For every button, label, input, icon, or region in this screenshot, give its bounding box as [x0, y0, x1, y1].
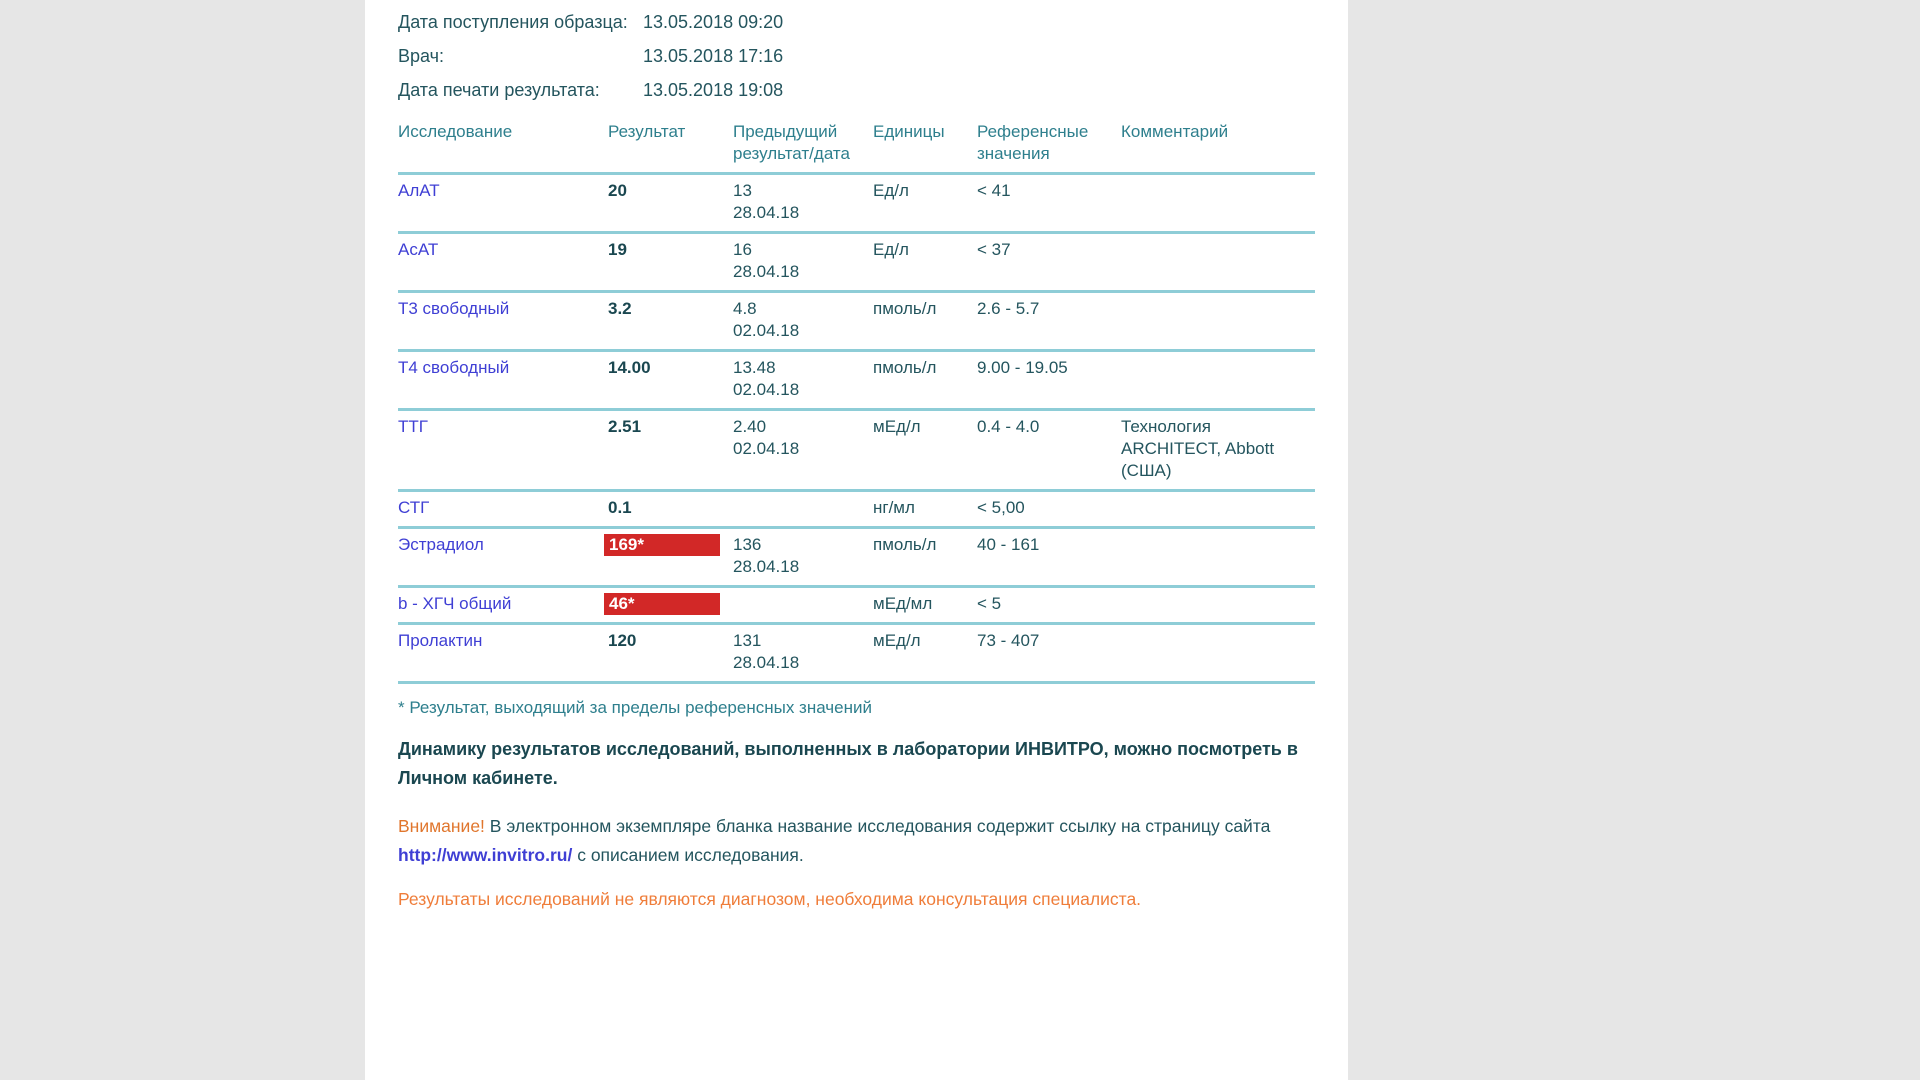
previous-date: 28.04.18	[733, 557, 800, 576]
dynamics-note: Динамику результатов исследований, выполненных в лаборатории ИНВИТРО, можно посмотреть в Личном кабинете.	[398, 739, 1298, 788]
reference-range: 73 - 407	[977, 631, 1040, 650]
column-header-reference: Референсные значения	[977, 122, 1089, 163]
result-value: 0.1	[608, 498, 632, 517]
lab-report-page	[365, 0, 1348, 1080]
previous-result	[733, 534, 873, 578]
previous-result	[733, 497, 873, 519]
out-of-range-footnote: * Результат, выходящий за пределы референсных значений	[398, 698, 872, 717]
test-name-link[interactable]: b - ХГЧ общий	[398, 594, 512, 613]
previous-date: 02.04.18	[733, 439, 800, 458]
meta-row-sample-date	[398, 5, 1315, 39]
comment: Технология ARCHITECT, Abbott (США)	[1121, 417, 1275, 480]
comment	[1121, 180, 1315, 224]
meta-value: 13.05.2018 17:16	[643, 46, 784, 66]
result-value: 3.2	[608, 299, 632, 318]
comment	[1121, 630, 1315, 674]
units: мЕд/мл	[873, 594, 933, 613]
result-value: 120	[608, 631, 637, 650]
previous-result	[733, 298, 873, 342]
comment	[1121, 298, 1315, 342]
result-value: 19	[608, 240, 627, 259]
units: пмоль/л	[873, 299, 937, 318]
previous-result	[733, 416, 873, 482]
units: пмоль/л	[873, 535, 937, 554]
comment	[1121, 534, 1315, 578]
previous-result	[733, 239, 873, 283]
units: мЕд/л	[873, 417, 921, 436]
column-header-result: Результат	[608, 122, 686, 141]
table-row	[398, 529, 1315, 588]
previous-value: 2.40	[733, 417, 767, 436]
reference-range: < 5	[977, 594, 1002, 613]
out-of-range-result-badge: 46*	[604, 593, 720, 615]
meta-row-doctor	[398, 39, 1315, 73]
table-row	[398, 234, 1315, 293]
reference-range: < 5,00	[977, 498, 1025, 517]
results-table	[398, 121, 1315, 684]
meta-label: Врач:	[398, 46, 445, 66]
previous-date: 02.04.18	[733, 380, 800, 399]
test-name-link[interactable]: АлАТ	[398, 181, 440, 200]
table-row	[398, 293, 1315, 352]
test-name-link[interactable]: АсАТ	[398, 240, 439, 259]
column-header-units: Единицы	[873, 122, 945, 141]
result-cell	[608, 534, 733, 578]
previous-value: 131	[733, 631, 762, 650]
table-row	[398, 411, 1315, 492]
meta-value: 13.05.2018 09:20	[643, 12, 784, 32]
comment	[1121, 357, 1315, 401]
meta-label: Дата печати результата:	[398, 80, 600, 100]
table-row	[398, 625, 1315, 684]
previous-value: 13.48	[733, 358, 776, 377]
attention-note	[398, 812, 1315, 870]
reference-range: < 41	[977, 181, 1011, 200]
previous-date: 02.04.18	[733, 321, 800, 340]
invitro-site-link[interactable]: http://www.invitro.ru/	[398, 845, 573, 865]
reference-range: 2.6 - 5.7	[977, 299, 1040, 318]
previous-value: 16	[733, 240, 752, 259]
table-row	[398, 492, 1315, 529]
reference-range: < 37	[977, 240, 1011, 259]
meta-row-print-date	[398, 73, 1315, 107]
previous-result	[733, 630, 873, 674]
previous-date: 28.04.18	[733, 203, 800, 222]
result-cell	[608, 593, 733, 615]
meta-label: Дата поступления образца:	[398, 12, 628, 32]
previous-date: 28.04.18	[733, 262, 800, 281]
disclaimer-note: Результаты исследований не являются диагнозом, необходима консультация специалиста.	[398, 889, 1142, 909]
reference-range: 9.00 - 19.05	[977, 358, 1068, 377]
result-value: 14.00	[608, 358, 651, 377]
previous-result	[733, 357, 873, 401]
result-value: 2.51	[608, 417, 642, 436]
previous-value: 4.8	[733, 299, 757, 318]
previous-result	[733, 593, 873, 615]
column-header-test: Исследование	[398, 122, 513, 141]
out-of-range-result-badge: 169*	[604, 534, 720, 556]
previous-date: 28.04.18	[733, 653, 800, 672]
table-row	[398, 352, 1315, 411]
comment	[1121, 239, 1315, 283]
units: Ед/л	[873, 240, 909, 259]
units: нг/мл	[873, 498, 915, 517]
units: мЕд/л	[873, 631, 921, 650]
attention-label: Внимание!	[398, 816, 485, 836]
column-header-comment: Комментарий	[1121, 122, 1229, 141]
test-name-link[interactable]: СТГ	[398, 498, 430, 517]
test-name-link[interactable]: ТТГ	[398, 417, 428, 436]
previous-value: 136	[733, 535, 762, 554]
table-row	[398, 175, 1315, 234]
test-name-link[interactable]: Т4 свободный	[398, 358, 510, 377]
units: Ед/л	[873, 181, 909, 200]
previous-value: 13	[733, 181, 752, 200]
test-name-link[interactable]: Пролактин	[398, 631, 483, 650]
attention-tail: с описанием исследования.	[572, 845, 804, 865]
report-meta-block	[398, 5, 1315, 107]
previous-result	[733, 180, 873, 224]
comment	[1121, 497, 1315, 519]
test-name-link[interactable]: Т3 свободный	[398, 299, 510, 318]
meta-value: 13.05.2018 19:08	[643, 80, 784, 100]
results-table-header	[398, 121, 1315, 175]
comment	[1121, 593, 1315, 615]
reference-range: 0.4 - 4.0	[977, 417, 1040, 436]
table-row	[398, 588, 1315, 625]
column-header-previous: Предыдущий результат/дата	[733, 122, 850, 163]
attention-text: В электронном экземпляре бланка название исследования содержит ссылку на страницу сайта	[484, 816, 1271, 836]
result-value: 20	[608, 181, 627, 200]
units: пмоль/л	[873, 358, 937, 377]
report-content	[365, 0, 1348, 912]
test-name-link[interactable]: Эстрадиол	[398, 535, 484, 554]
reference-range: 40 - 161	[977, 535, 1040, 554]
